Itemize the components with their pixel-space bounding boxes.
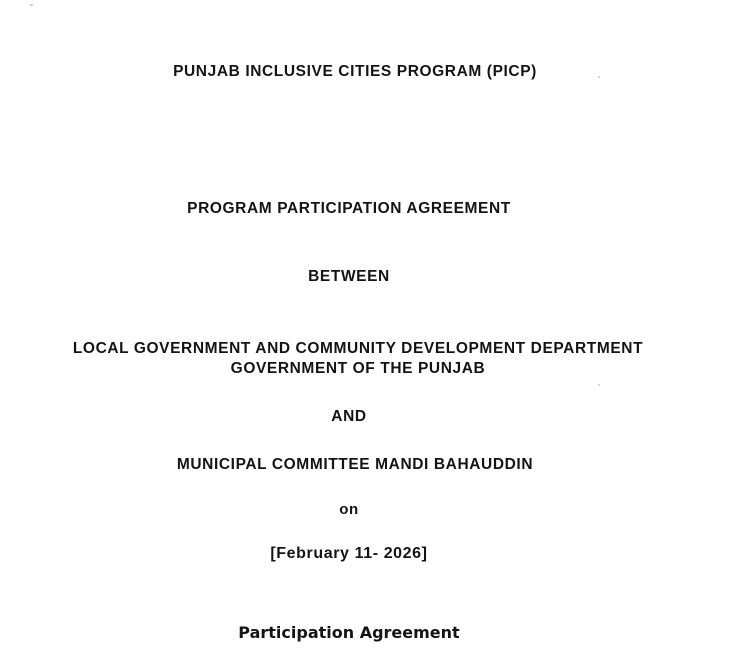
and-label: AND — [331, 408, 367, 425]
agreement-title: PROGRAM PARTICIPATION AGREEMENT — [187, 200, 511, 217]
between-label: BETWEEN — [308, 268, 390, 285]
on-label: on — [339, 501, 359, 518]
party-one-line2: GOVERNMENT OF THE PUNJAB — [230, 360, 486, 377]
section-heading: Participation Agreement — [238, 623, 460, 642]
scan-artifact — [30, 4, 33, 6]
scan-artifact — [598, 384, 600, 386]
party-two: MUNICIPAL COMMITTEE MANDI BAHAUDDIN — [176, 456, 534, 473]
agreement-date: [February 11- 2026] — [270, 545, 428, 562]
party-one-line1: LOCAL GOVERNMENT AND COMMUNITY DEVELOPMENT DEPARTMENT — [72, 340, 644, 357]
program-title: PUNJAB INCLUSIVE CITIES PROGRAM (PICP) — [173, 63, 537, 80]
